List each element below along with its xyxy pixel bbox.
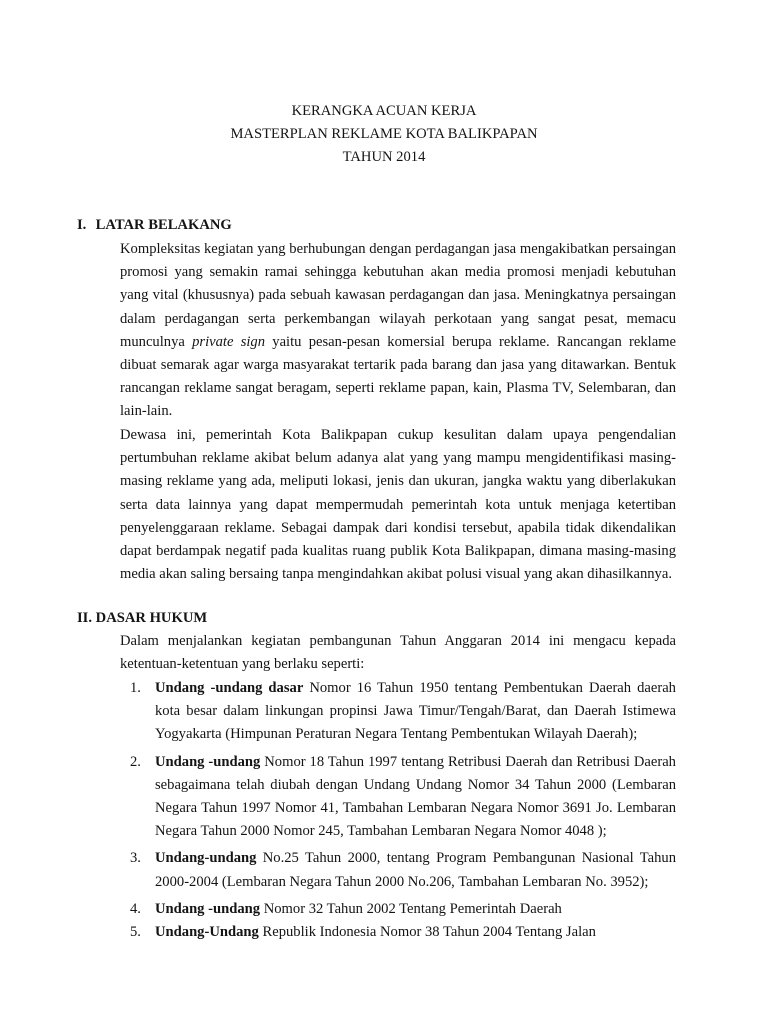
list-item xyxy=(120,751,676,844)
list-item-law: Undang-undang xyxy=(155,850,257,867)
list-item-text: No.25 Tahun 2000, tentang Program Pembangunan Nasional Tahun 2000-2004 (Lembaran Negara Tahun 2000 No.206, Tambahan Lembaran No. 3952); xyxy=(155,850,676,890)
list-item xyxy=(120,847,676,893)
list-item-law: Undang -undang xyxy=(155,753,261,770)
list-item xyxy=(120,921,676,944)
list-item-number: 5. xyxy=(130,924,141,941)
section-heading-text: LATAR BELAKANG xyxy=(95,217,232,233)
section-heading-latar-belakang xyxy=(77,214,232,237)
paragraph-latar-belakang-1 xyxy=(120,238,676,424)
paragraph-text: yaitu pesan-pesan komersial berupa reklame. Rancangan reklame dibuat semarak agar warga masyarakat tertarik pada barang dan jasa yang ditawarkan. Bentuk rancangan reklame sangat beragam, seperti reklame papan, kain, Plasma TV, Selembaran, dan lain-lain. xyxy=(120,333,676,420)
section-heading-dasar-hukum xyxy=(77,607,207,630)
section-heading-text: DASAR HUKUM xyxy=(95,610,208,626)
section-number: I. xyxy=(77,217,87,233)
list-item xyxy=(120,898,676,921)
list-item-text: Nomor 32 Tahun 2002 Tentang Pemerintah Daerah xyxy=(260,900,562,917)
list-item xyxy=(120,677,676,747)
list-item-number: 2. xyxy=(130,753,141,770)
list-item-law: Undang-Undang xyxy=(155,924,259,941)
section-number: II. xyxy=(77,610,93,626)
paragraph-latar-belakang-2: Dewasa ini, pemerintah Kota Balikpapan cukup kesulitan dalam upaya pengendalian pertumbuhan reklame akibat belum adanya alat yang yang mampu mengidentifikasi masing-masing reklame yang ada, meliputi lokasi, jenis dan ukuran, jangka waktu yang diberlakukan serta data lainnya yang dapat mempermudah pemerintah kota untuk menjaga ketertiban penyelenggaraan reklame. Sebagai dampak dari kondisi tersebut, apabila tidak dikendalikan dapat berdampak negatif pada kualitas ruang publik Kota Balikpapan, dimana masing-masing media akan saling bersaing tanpa mengindahkan akibat polusi visual yang akan dihasilkannya. xyxy=(120,427,676,583)
list-item-number: 3. xyxy=(130,850,141,867)
list-item-law: Undang -undang dasar xyxy=(155,680,304,696)
document-title-line-1: KERANGKA ACUAN KERJA xyxy=(291,103,477,119)
document-title-line-2: MASTERPLAN REKLAME KOTA BALIKPAPAN xyxy=(230,126,538,142)
legal-basis-list xyxy=(120,677,676,944)
list-item-number: 4. xyxy=(130,900,141,917)
list-item-law: Undang -undang xyxy=(155,900,261,917)
paragraph-text: Kompleksitas kegiatan yang berhubungan dengan perdagangan jasa mengakibatkan persaingan promosi yang semakin ramai sehingga kebutuhan akan media promosi menjadi kebutuhan yang vital (khususnya) pada sebuah kawasan perdagangan dan jasa. Meningkatnya persaingan dalam perdagangan serta perkembangan wilayah perkotaan yang sangat pesat, memacu munculnya xyxy=(120,241,676,350)
italic-term: private sign xyxy=(192,333,266,350)
list-item-number: 1. xyxy=(130,680,141,696)
list-item-text: Nomor 16 Tahun 1950 tentang Pembentukan Daerah daerah kota besar dalam linkungan propinsi Jawa Timur/Tengah/Barat, dan Daerah Istimewa Yogyakarta (Himpunan Peraturan Negara Tentang Pembentukan Wilayah Daerah); xyxy=(155,680,676,743)
paragraph-dasar-hukum-intro: Dalam menjalankan kegiatan pembangunan Tahun Anggaran 2014 ini mengacu kepada ketentuan-ketentuan yang berlaku seperti: xyxy=(120,633,676,673)
list-item-text: Nomor 18 Tahun 1997 tentang Retribusi Daerah dan Retribusi Daerah sebagaimana telah diubah dengan Undang Undang Nomor 34 Tahun 2000 (Lembaran Negara Tahun 1997 Nomor 41, Tambahan Lembaran Negara Nomor 3691 Jo. Lembaran Negara Tahun 2000 Nomor 245, Tambahan Lembaran Negara Nomor 4048 ); xyxy=(155,753,676,840)
document-title-line-3: TAHUN 2014 xyxy=(342,149,426,165)
list-item-text: Republik Indonesia Nomor 38 Tahun 2004 Tentang Jalan xyxy=(258,924,596,941)
